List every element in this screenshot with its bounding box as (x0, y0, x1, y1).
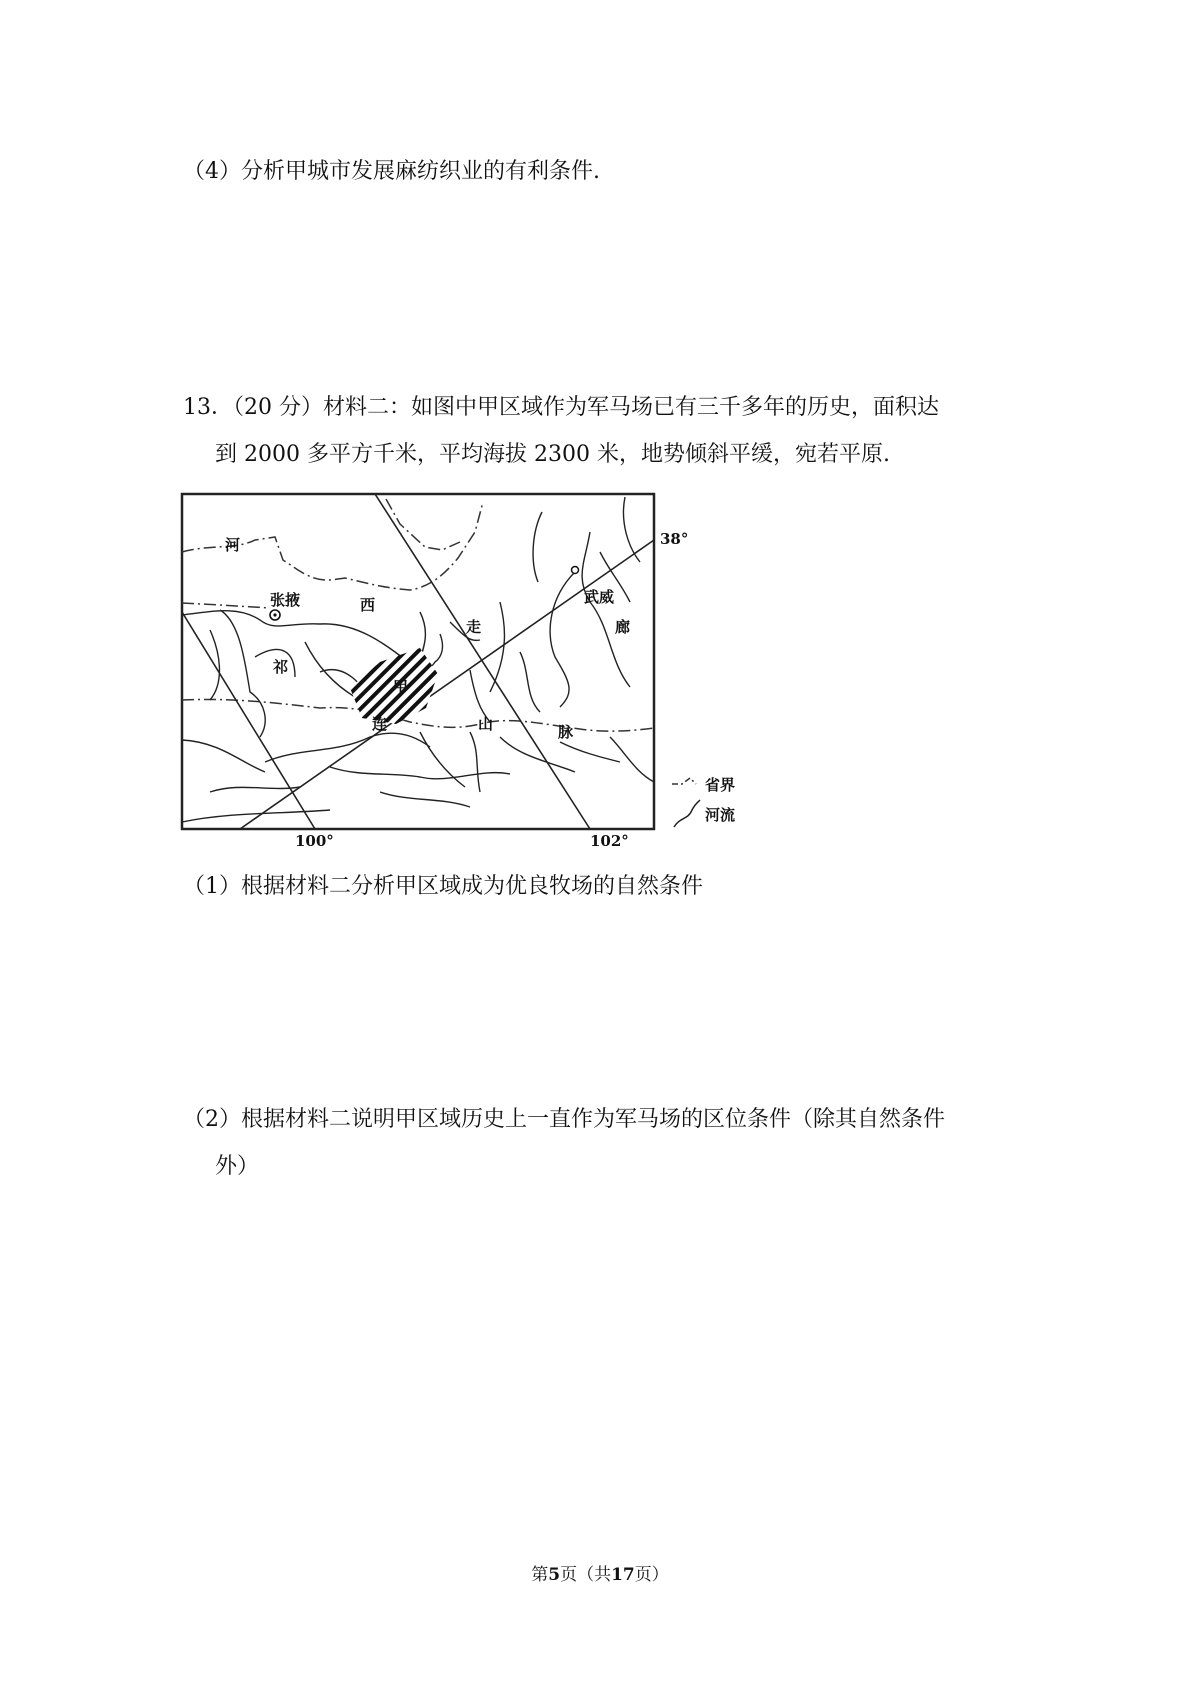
question-13-line-2: 到 2000 多平方千米，平均海拔 2300 米，地势倾斜平缓，宛若平原. (215, 442, 890, 467)
legend-river-label: 河流 (705, 806, 736, 824)
map-label-he: 河 (225, 536, 241, 554)
longitude-100-label: 100° (295, 832, 334, 847)
hexi-corridor-map (180, 492, 760, 847)
map-label-mai: 脉 (558, 723, 574, 741)
footer-total-pages: 17 (611, 1565, 635, 1585)
map-label-jia: 甲 (393, 678, 409, 696)
map-label-shan: 山 (478, 715, 494, 733)
legend-province-border-label: 省界 (705, 776, 736, 794)
question-13-line-1: 13．（20 分）材料二：如图中甲区域作为军马场已有三千多年的历史，面积达 (183, 395, 939, 420)
map-label-wuwei: 武威 (584, 588, 615, 606)
longitude-102-label: 102° (590, 832, 629, 847)
sub-question-1-text: （1）根据材料二分析甲区域成为优良牧场的自然条件 (183, 874, 703, 899)
sub-question-2-line-2: 外） (215, 1154, 260, 1179)
footer-page-number: 5 (548, 1565, 561, 1585)
page-footer (0, 1560, 1200, 1585)
map-label-qi: 祁 (273, 658, 289, 676)
map-label-zhangye: 张掖 (270, 591, 301, 609)
question-4-text: （4）分析甲城市发展麻纺织业的有利条件. (183, 159, 600, 184)
map-label-xi: 西 (360, 596, 376, 614)
sub-question-2-line-1: （2）根据材料二说明甲区域历史上一直作为军马场的区位条件（除其自然条件 (183, 1107, 945, 1132)
map-legend (672, 776, 735, 827)
map-label-zou: 走 (466, 618, 482, 636)
footer-suffix: 页） (634, 1565, 669, 1585)
map-label-lian: 连 (372, 715, 388, 733)
latitude-38-label: 38° (660, 530, 689, 548)
footer-prefix: 第 (531, 1565, 549, 1585)
footer-middle: 页（共 (560, 1565, 612, 1585)
wuwei-city-symbol (572, 567, 579, 574)
map-label-lang: 廊 (615, 618, 631, 636)
